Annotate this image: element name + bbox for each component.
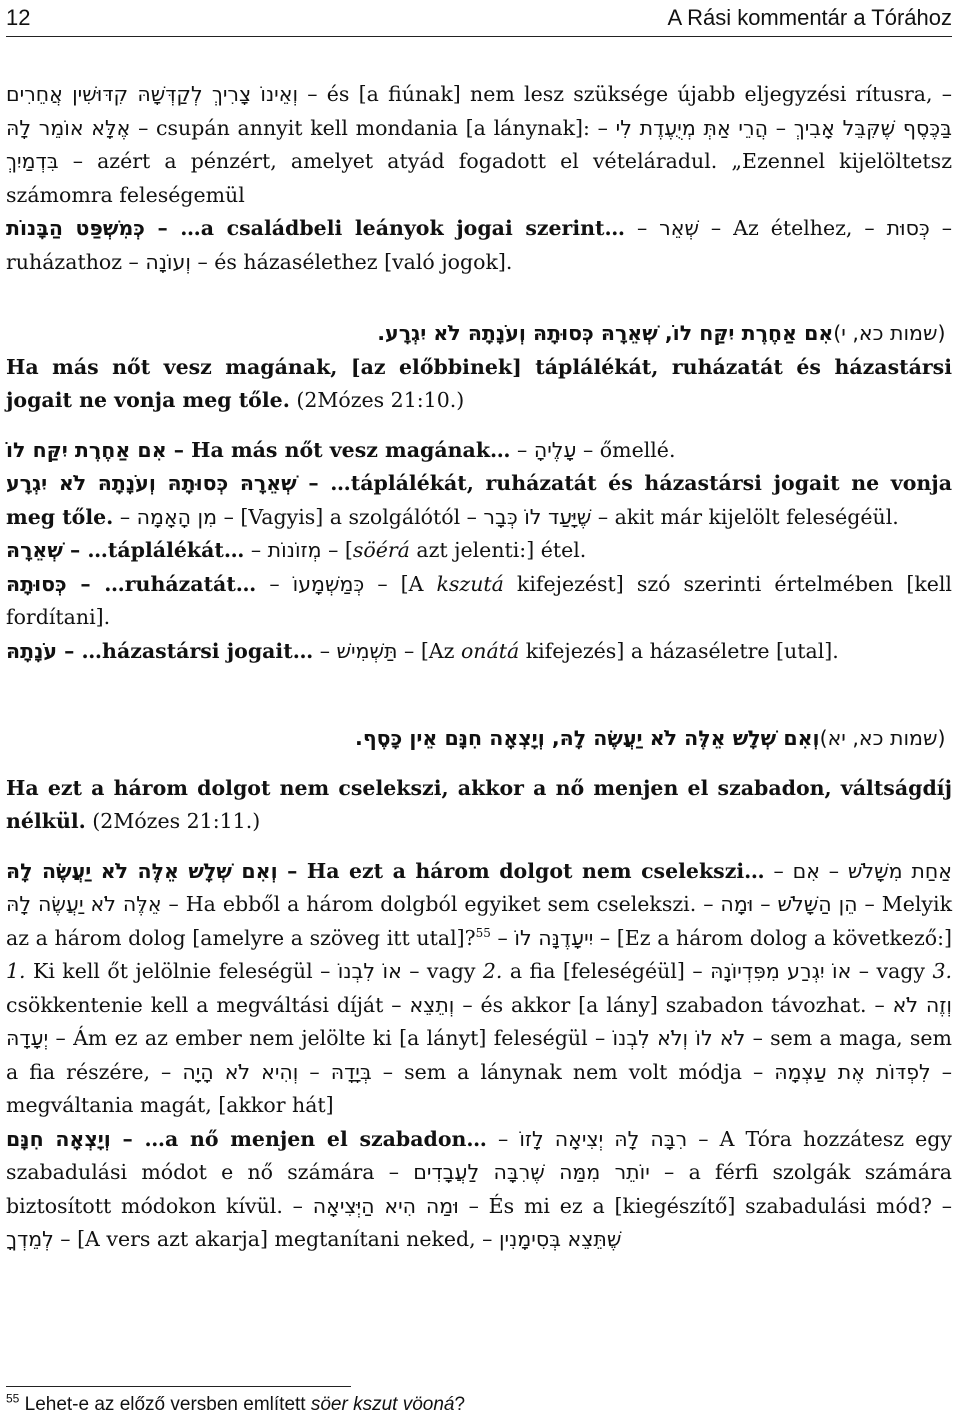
text-run: – [Ez a három dolog a következő:] bbox=[593, 925, 952, 950]
text-run: – bbox=[244, 538, 268, 562]
running-title: A Rási kommentár a Tórához bbox=[667, 5, 952, 30]
footnote-number: 55 bbox=[6, 1391, 20, 1406]
spacer bbox=[6, 756, 952, 772]
paragraph bbox=[6, 855, 952, 1123]
paragraph bbox=[6, 351, 952, 418]
hebrew-text: שְׁאֵרָהּ bbox=[6, 538, 63, 562]
footnote bbox=[6, 1391, 952, 1416]
hebrew-text: אִם bbox=[792, 858, 820, 883]
paragraph bbox=[6, 772, 952, 839]
text-run: kszutá bbox=[436, 571, 504, 596]
text-run: – akit már kijelölt feleségéül. bbox=[591, 504, 899, 529]
text-run: – csupán annyit kell mondania [a lánynak]: – bbox=[130, 115, 616, 140]
text-run: – [A bbox=[364, 571, 437, 596]
hebrew-text: כְּסוּת bbox=[886, 216, 930, 240]
text-run: – bbox=[819, 858, 848, 883]
paragraph bbox=[6, 1123, 952, 1257]
text-run: – őmellé. bbox=[576, 437, 676, 462]
hebrew-text: כְּמַשְׁמָעוֹ bbox=[292, 571, 365, 596]
running-header bbox=[6, 0, 952, 37]
text-run: söérá bbox=[352, 538, 410, 562]
hebrew-text: וְאִם שְׁלָשׁ אֵלֶּה לֹא יַעֲשֶׂה לָהּ, וְיָצְאָה חִנָּם אֵין כָּסֶף. bbox=[355, 726, 820, 750]
paragraph bbox=[6, 568, 952, 635]
text-run: Ki kell őt jelölnie feleségül – bbox=[25, 959, 338, 983]
hebrew-text: תַּשְׁמִישׁ bbox=[336, 638, 398, 663]
paragraph bbox=[6, 78, 952, 212]
spacer bbox=[6, 279, 952, 317]
hebrew-text: וְיָצְאָה חִנָּם bbox=[6, 1126, 111, 1151]
text-run: csökkentenie kell a megváltási díját – bbox=[6, 992, 410, 1017]
text-run: – megváltania magát, [akkor hát] bbox=[6, 1059, 952, 1117]
text-run: kifejezés] a házaséletre [utal]. bbox=[519, 638, 839, 663]
hebrew-text: כְּמִשְׁפַּט הַבָּנוֹת bbox=[6, 216, 145, 240]
hebrew-text: הֵן הַשָּׁלֹשׁ bbox=[777, 892, 858, 916]
text-run: – …a családbeli leányok jogai szerint… bbox=[144, 216, 626, 240]
text-run: 1. bbox=[6, 959, 26, 983]
text-run: – vagy bbox=[401, 959, 483, 983]
hebrew-text: אוֹ יִגְרַע מִפִּדְיוֹנָהּ bbox=[710, 959, 852, 983]
text-run: – a férfi szolgák számára biztosított módokon kívül. – bbox=[6, 1160, 952, 1218]
footnote-text-before: Lehet-e az előző versben említett bbox=[19, 1394, 311, 1415]
text-run: (2Mózes 21:10.) bbox=[289, 388, 465, 412]
text-run: – és házasélethez [való jogok]. bbox=[190, 249, 513, 274]
hebrew-text: שְׁאֵרָהּ כְּסוּתָהּ וְעֹנָתָהּ לֹא יִגְרָע bbox=[6, 471, 297, 495]
hebrew-text: לְמֵדְךָ bbox=[6, 1227, 54, 1251]
text-run: 3. bbox=[932, 959, 952, 983]
text-run: – bbox=[256, 571, 293, 596]
hebrew-text: בַּכֶּסֶף שֶׁקִּבֵּל אָבִיךְ בִּדְמַיִךְ bbox=[6, 115, 952, 173]
paragraph bbox=[6, 635, 952, 669]
hebrew-text: וְהִיא לֹא הָיָה bbox=[182, 1059, 299, 1084]
footnote-text-after: ? bbox=[454, 1394, 466, 1415]
hebrew-text: שֶׁתֵּצֵא בְּסִימָנִין bbox=[498, 1227, 622, 1251]
hebrew-text: בְּיָדָהּ bbox=[330, 1059, 372, 1084]
text-run: – [Vagyis] a szolgálótól – bbox=[217, 504, 484, 529]
text-run: – Ha ebből a három dolgból egyiket sem cselekszi. – bbox=[161, 892, 721, 916]
text-run: – Ha más nőt vesz magának… bbox=[166, 437, 511, 462]
text-run: – és [a fiúnak] nem lesz szüksége újabb eljegyzési rítusra, – bbox=[298, 82, 952, 106]
hebrew-text: אִם אַחֶרֶת יִקַּח לוֹ, שְׁאֵרָהּ כְּסוּתָהּ וְעֹנָתָהּ לֹא יִגְרָע. bbox=[377, 321, 834, 345]
hebrew-text: שֶׁיָּעַד לוֹ כְּבָר bbox=[483, 504, 592, 529]
verse-hebrew bbox=[6, 722, 952, 756]
hebrew-text: מִן הָאָמָה bbox=[136, 504, 218, 529]
hebrew-text: וְעוֹנָה bbox=[145, 249, 191, 274]
text-run: – sem a maga, sem a fia részére, – bbox=[6, 1026, 952, 1084]
text-run: a fia [feleségéül] – bbox=[502, 959, 711, 983]
spacer bbox=[6, 668, 952, 706]
hebrew-text: רִבָּה לָהּ יְצִיאָה לָזוֹ bbox=[519, 1126, 688, 1151]
text-run: – [ bbox=[321, 538, 353, 562]
page-body bbox=[6, 78, 952, 1257]
paragraph bbox=[6, 212, 952, 279]
hebrew-text: לִפְדּוֹת אֶת עַצְמָהּ bbox=[774, 1059, 931, 1084]
text-run: – sem a lánynak nem volt módja – bbox=[371, 1059, 775, 1084]
hebrew-text: יוֹתֵר מִמַּה שֶּׁרִבָּה לַעֲבָדִים bbox=[413, 1160, 650, 1184]
text-run: – bbox=[764, 858, 793, 883]
footnote-ref: 55 bbox=[475, 925, 491, 940]
spacer bbox=[6, 839, 952, 855]
text-run: – bbox=[625, 216, 660, 240]
text-run: kifejezést] szó szerinti értelmében [kell fordítani]. bbox=[6, 571, 952, 629]
hebrew-text: עֹנָתָהּ bbox=[6, 638, 58, 663]
text-run: – …házastársi jogait… bbox=[57, 638, 314, 663]
text-run: – Ha ezt a három dolgot nem cselekszi… bbox=[277, 858, 765, 883]
footnote-separator bbox=[6, 1386, 351, 1387]
text-run: – bbox=[113, 504, 137, 529]
text-run: – …táplálékát… bbox=[62, 538, 245, 562]
hebrew-text: וּמָה bbox=[720, 892, 754, 916]
hebrew-text: וְאִם שְׁלָשׁ אֵלֶּה לֹא יַעֲשֶׂה לָהּ bbox=[6, 858, 278, 883]
text-run: Ha ezt a három dolgot nem cselekszi, akkor a nő menjen el szabadon, váltságdíj nélkül. bbox=[6, 775, 952, 833]
hebrew-text: וְאֵינוֹ צָרִיךְ לְקַדְּשָׁהּ קִדּוּשִׁין אֲחֵרִים bbox=[6, 82, 299, 106]
text-run: – azért a pénzért, amelyet atyád fogadott el vételáradul. „Ezennel kijelöltetsz számomra feleségemül bbox=[6, 149, 952, 207]
text-run: (2Mózes 21:11.) bbox=[85, 809, 261, 833]
text-run: – ruházathoz – bbox=[6, 216, 952, 274]
hebrew-text: (שמות כא, י) bbox=[833, 321, 952, 345]
text-run: – bbox=[486, 1126, 520, 1151]
text-run: – vagy bbox=[851, 959, 933, 983]
spacer bbox=[6, 706, 952, 722]
footnote-italic: söer kszut vöoná bbox=[310, 1394, 455, 1415]
text-run: – bbox=[767, 115, 794, 140]
hebrew-text: מְזוֹנוֹת bbox=[267, 538, 322, 562]
text-run: 2. bbox=[482, 959, 503, 983]
hebrew-text: וְזֶה לֹא יְעָדָהּ bbox=[6, 992, 952, 1050]
hebrew-text: אִם אַחֶרֶת יִקַּח לוֹ bbox=[6, 437, 167, 462]
hebrew-text: לֹא לוֹ וְלֹא לִבְנוֹ bbox=[612, 1026, 746, 1050]
paragraph bbox=[6, 534, 952, 568]
hebrew-text: וּמַה הִיא הַיְּצִיאָה bbox=[312, 1193, 459, 1218]
text-run: – Melyik az a három dolog [amelyre a szöveg itt utal]? bbox=[6, 892, 952, 950]
paragraph bbox=[6, 467, 952, 534]
text-run: – bbox=[510, 437, 534, 462]
hebrew-text: וְתֵצֵא bbox=[409, 992, 455, 1017]
text-run: – bbox=[313, 638, 337, 663]
text-run: – bbox=[753, 892, 778, 916]
text-run: – …táplálékát, ruházatát és házastársi jogait ne vonja meg tőle. bbox=[6, 471, 952, 529]
text-run: – és akkor [a lány] szabadon távozhat. – bbox=[454, 992, 893, 1017]
text-run: – [Az bbox=[397, 638, 461, 663]
text-run: onátá bbox=[460, 638, 520, 663]
paragraph bbox=[6, 434, 952, 468]
text-run: – A Tóra hozzátesz egy szabadulási módot e nő számára – bbox=[6, 1126, 952, 1184]
text-run: – És mi ez a [kiegészítő] szabadulási mód? – bbox=[458, 1193, 953, 1218]
text-run: – Az ételhez, – bbox=[698, 216, 887, 240]
text-run: – [A vers azt akarja] megtanítani neked, – bbox=[53, 1227, 499, 1251]
hebrew-text: אוֹ לִבְנוֹ bbox=[337, 959, 402, 983]
text-run: – …ruházatát… bbox=[66, 571, 257, 596]
text-run: – bbox=[298, 1059, 331, 1084]
text-run: azt jelenti:] étel. bbox=[409, 538, 587, 562]
verse-hebrew bbox=[6, 317, 952, 351]
hebrew-text: יִיעָדֶנָּה לוֹ bbox=[514, 925, 594, 950]
spacer bbox=[6, 418, 952, 434]
hebrew-text: אֶלָּא אוֹמֵר לָהּ bbox=[6, 115, 131, 140]
text-run: Ha más nőt vesz magának, [az előbbinek] táplálékát, ruházatát és házastársi jogait ne vonja meg tőle. bbox=[6, 354, 952, 412]
text-run: – bbox=[490, 925, 515, 950]
page-number: 12 bbox=[6, 5, 31, 30]
hebrew-text: עָלֶיהָ bbox=[533, 437, 577, 462]
hebrew-text: שְׁאֵר bbox=[659, 216, 699, 240]
text-run: – …a nő menjen el szabadon… bbox=[110, 1126, 487, 1151]
hebrew-text: הֲרֵי אַתְּ מְיֻעֶדֶת לִי bbox=[615, 115, 768, 140]
hebrew-text: כְּסוּתָהּ bbox=[6, 571, 67, 596]
text-run: – Ám ez az ember nem jelölte ki [a lányt] feleségül – bbox=[48, 1026, 613, 1050]
hebrew-text: (שמות כא, יא) bbox=[819, 726, 952, 750]
hebrew-text: אַחַת מִשָּׁלֹשׁ אֵלֶּה לֹא יַעֲשֶׂה לָהּ bbox=[6, 858, 952, 916]
